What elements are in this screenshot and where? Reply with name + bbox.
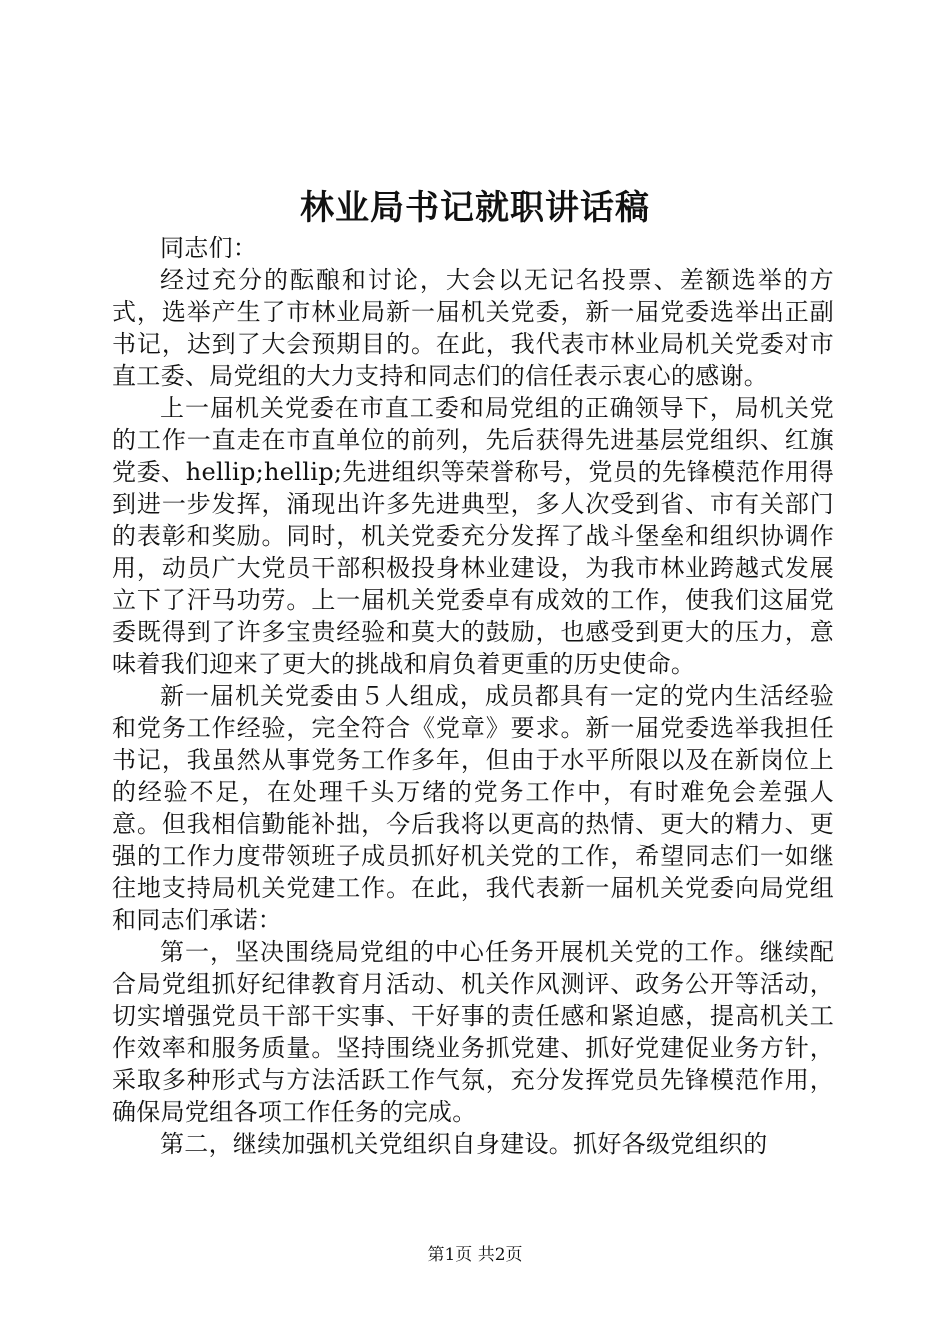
paragraph-2: 上一届机关党委在市直工委和局党组的正确领导下，局机关党的工作一直走在市直单位的前列，先后获得先进基层党组织、红旗党委、hellip;hellip;先进组织等荣誉称号，党员的先锋模范作用得到进一步发挥，涌现出许多先进典型，多人次受到省、市有关部门的表彰和奖励。同时，机关党委充分发挥了战斗堡垒和组织协调作用，动员广大党员干部积极投身林业建设，为我市林业跨越式发展立下了汗马功劳。上一届机关党委卓有成效的工作，使我们这届党委既得到了许多宝贵经验和莫大的鼓励，也感受到更大的压力，意味着我们迎来了更大的挑战和肩负着更重的历史使命。 [112,394,834,678]
document-title: 林业局书记就职讲话稿 [300,188,650,228]
paragraph-5: 第二，继续加强机关党组织自身建设。抓好各级党组织的 [160,1130,768,1158]
salutation: 同志们： [160,234,258,262]
paragraph-1: 经过充分的酝酿和讨论，大会以无记名投票、差额选举的方式，选举产生了市林业局新一届机关党委，新一届党委选举出正副书记，达到了大会预期目的。在此，我代表市林业局机关党委对市直工委、局党组的大力支持和同志们的信任表示衷心的感谢。 [112,266,834,390]
document-body [112,232,834,1160]
page-footer: 第1页 共2页 [427,1245,523,1265]
paragraph-3: 新一届机关党委由５人组成，成员都具有一定的党内生活经验和党务工作经验，完全符合《党章》要求。新一届党委选举我担任书记，我虽然从事党务工作多年，但由于水平所限以及在新岗位上的经验不足，在处理千头万绪的党务工作中，有时难免会差强人意。但我相信勤能补拙，今后我将以更高的热情、更大的精力、更强的工作力度带领班子成员抓好机关党的工作，希望同志们一如继往地支持局机关党建工作。在此，我代表新一届机关党委向局党组和同志们承诺： [112,682,834,934]
paragraph-4: 第一，坚决围绕局党组的中心任务开展机关党的工作。继续配合局党组抓好纪律教育月活动、机关作风测评、政务公开等活动，切实增强党员干部干实事、干好事的责任感和紧迫感，提高机关工作效率和服务质量。坚持围绕业务抓党建、抓好党建促业务方针，采取多种形式与方法活跃工作气氛，充分发挥党员先锋模范作用，确保局党组各项工作任务的完成。 [112,938,834,1126]
